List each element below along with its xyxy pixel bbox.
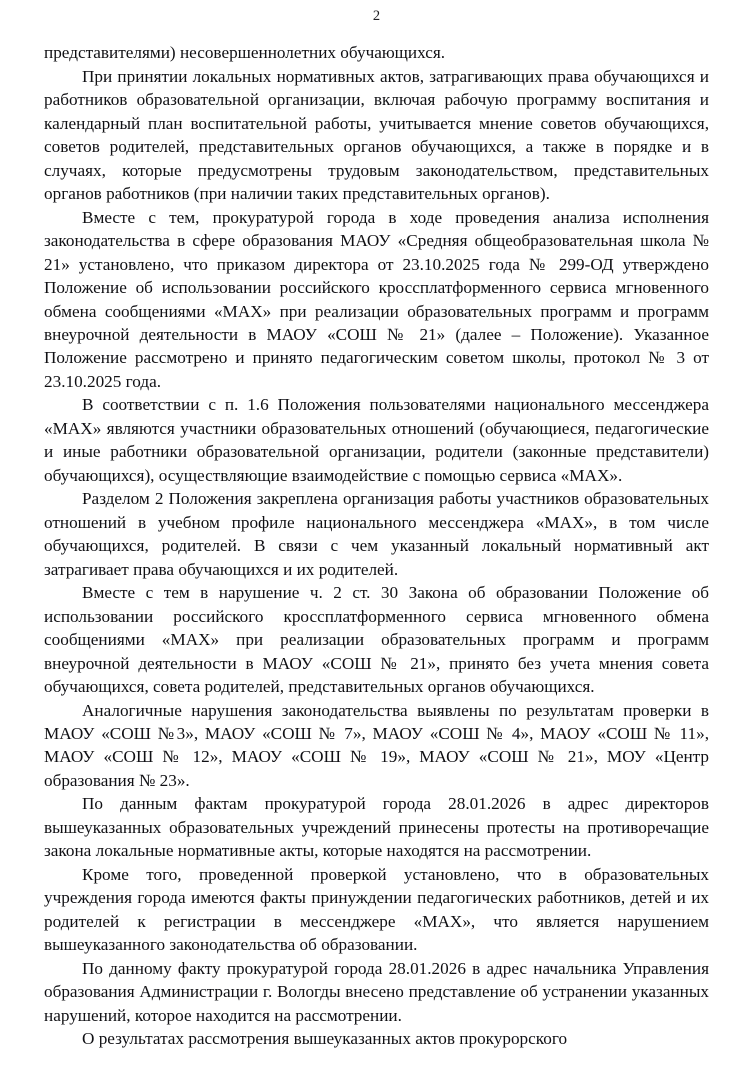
document-body xyxy=(44,41,709,1050)
paragraph: По данным фактам прокуратурой города 28.01.2026 в адрес директоров вышеуказанных образовательных учреждений принесены протесты на противоречащие закона локальные нормативные акты, которые находятся на рассмотрении. xyxy=(44,794,709,861)
paragraph: По данному факту прокуратурой города 28.01.2026 в адрес начальника Управления образования Администрации г. Вологды внесено представление об устранении указанных нарушений, которое находится на рассмотрении. xyxy=(44,958,709,1025)
paragraph: Вместе с тем в нарушение ч. 2 ст. 30 Закона об образовании Положение об использовании российского кроссплатформенного сервиса мгновенного обмена сообщениями «МАХ» при реализации образовательных программ и программ внеурочной деятельности в МАОУ «СОШ № 21», принято без учета мнения совета обучающихся, совета родителей, представительных органов обучающихся. xyxy=(44,583,709,697)
paragraph: Кроме того, проведенной проверкой установлено, что в образовательных учреждения города имеются факты принуждении педагогических работников, детей и их родителей к регистрации в мессенджере «МАХ», что является нарушением вышеуказанного законодательства об образовании. xyxy=(44,864,709,955)
paragraph: Аналогичные нарушения законодательства выявлены по результатам проверки в МАОУ «СОШ №3», МАОУ «СОШ № 7», МАОУ «СОШ № 4», МАОУ «СОШ № 11», МАОУ «СОШ № 12», МАОУ «СОШ № 19», МАОУ «СОШ № 21», МОУ «Центр образования № 23». xyxy=(44,700,709,790)
paragraph: О результатах рассмотрения вышеуказанных актов прокурорского xyxy=(82,1029,568,1049)
page-number: 2 xyxy=(372,8,381,24)
paragraph: Вместе с тем, прокуратурой города в ходе проведения анализа исполнения законодательства в сфере образования МАОУ «Средняя общеобразовательная школа № 21» установлено, что приказом директора от 23.10.2025 года № 299-ОД утверждено Положение об использовании российского кроссплатформенного сервиса мгновенного обмена сообщениями «МАХ» при реализации образовательных программ и программ внеурочной деятельности в МАОУ «СОШ № 21» (далее – Положение). Указанное Положение рассмотрено и принято педагогическим советом школы, протокол № 3 от 23.10.2025 года. xyxy=(44,207,709,391)
paragraph: Разделом 2 Положения закреплена организация работы участников образовательных отношений в учебном профиле национального мессенджера «МАХ», в том числе обучающихся, родителей. В связи с чем указанный локальный нормативный акт затрагивает права обучающихся и их родителей. xyxy=(44,489,709,579)
paragraph: В соответствии с п. 1.6 Положения пользователями национального мессенджера «МАХ» являются участники образовательных отношений (обучающиеся, педагогические и иные работники образовательной организации, родители (законные представители) обучающихся), осуществляющие взаимодействие с помощью сервиса «МАХ». xyxy=(44,395,709,485)
paragraph: представителями) несовершеннолетних обучающихся. xyxy=(44,43,446,63)
paragraph: При принятии локальных нормативных актов, затрагивающих права обучающихся и работников образовательной организации, включая рабочую программу воспитания и календарный план воспитательной работы, учитывается мнение советов обучающихся, советов родителей, представительных органов обучающихся, а также в порядке и в случаях, которые предусмотрены трудовым законодательством, представительных органов работников (при наличии таких представительных органов). xyxy=(44,66,709,204)
